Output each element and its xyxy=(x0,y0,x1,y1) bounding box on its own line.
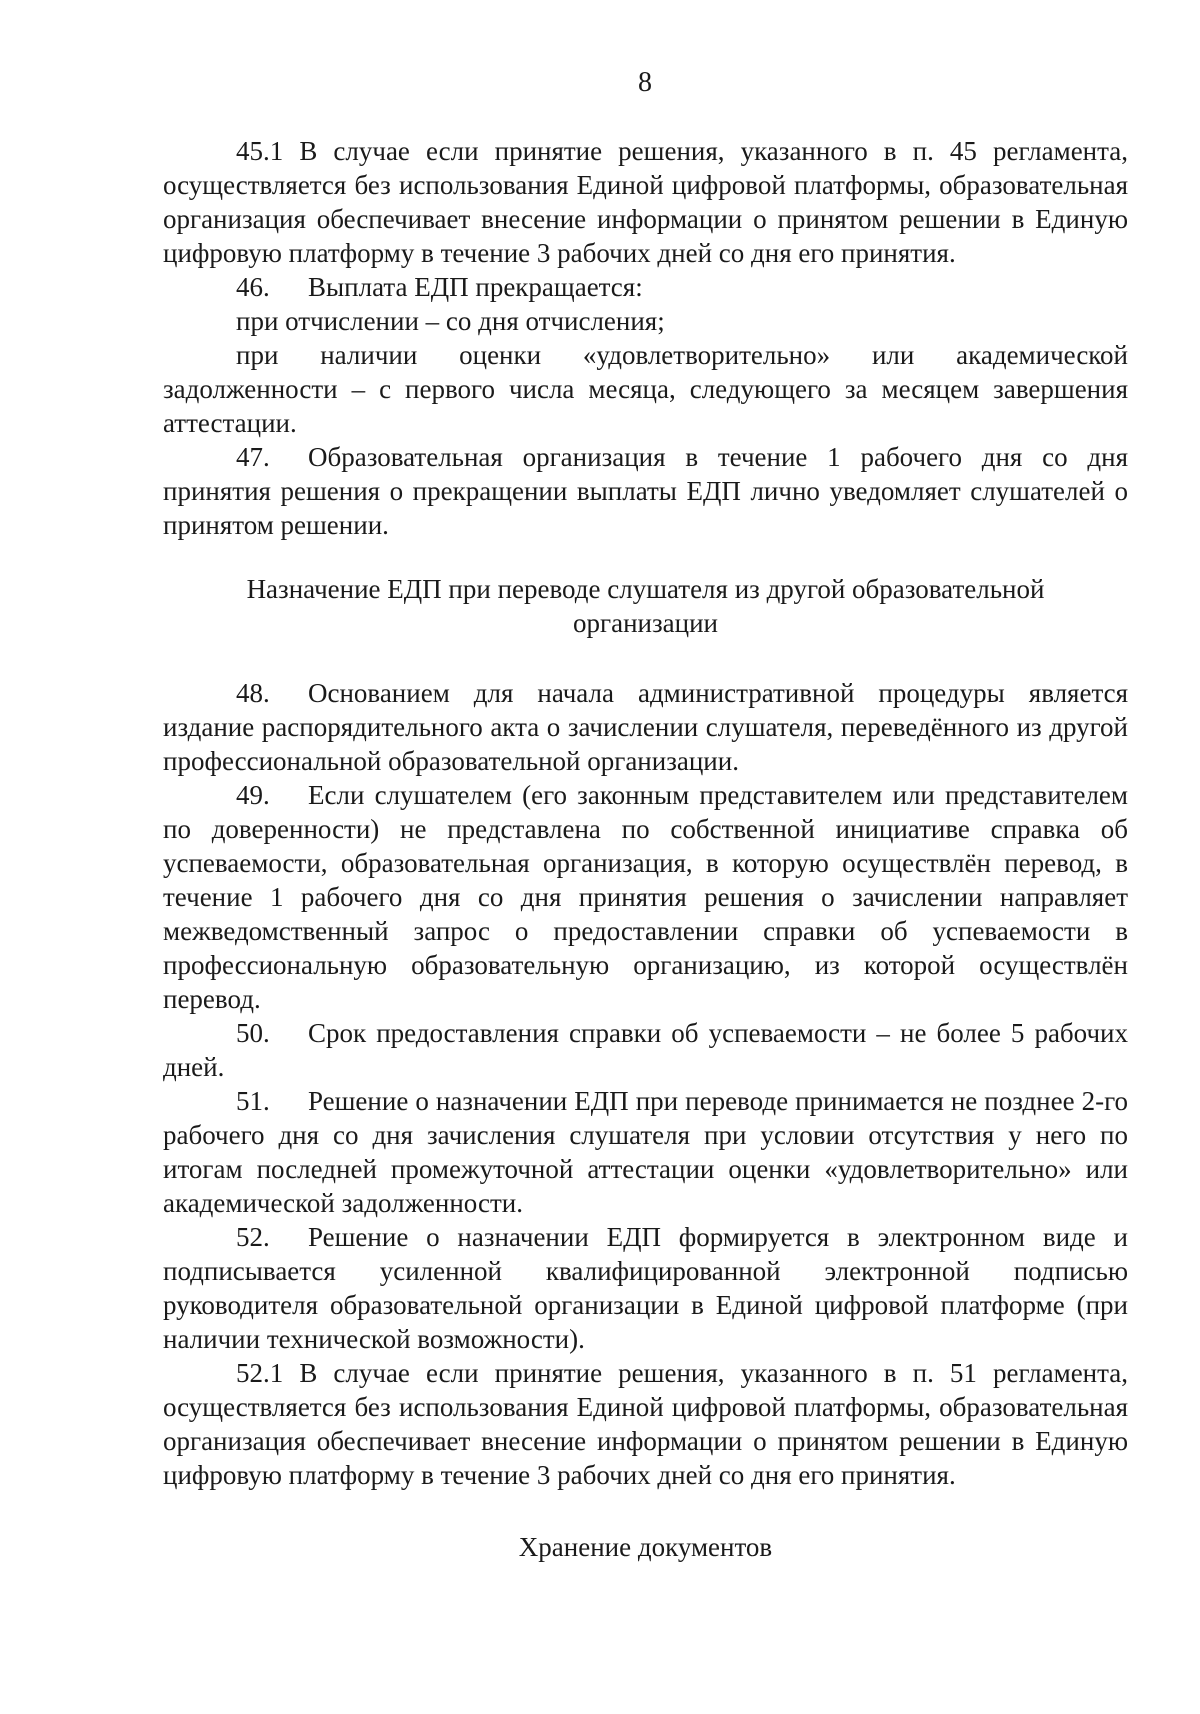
paragraph-text: Срок предоставления справки об успеваемости – не более 5 рабочих дней. xyxy=(163,1018,1128,1082)
paragraph-text: при наличии оценки «удовлетворительно» или академической задолженности – с первого числа месяца, следующего за месяцем завершения аттестации. xyxy=(163,340,1128,438)
paragraph-number: 48. xyxy=(236,678,270,708)
paragraph-number: 51. xyxy=(236,1086,270,1116)
numbered-paragraph xyxy=(163,1220,1128,1356)
paragraph-number: 50. xyxy=(236,1018,270,1048)
section-heading-line: организации xyxy=(573,608,718,638)
numbered-paragraph xyxy=(163,1016,1128,1084)
paragraph-text: Решение о назначении ЕДП формируется в электронном виде и подписывается усиленной квалифицированной электронной подписью руководителя образовательной организации в Единой цифровой платформе (при наличии технической возможности). xyxy=(163,1222,1128,1354)
section-heading-line: Назначение ЕДП при переводе слушателя из другой образовательной xyxy=(246,574,1045,604)
paragraph-number: 52. xyxy=(236,1222,270,1252)
paragraph-text: Выплата ЕДП прекращается: xyxy=(308,272,643,302)
section-heading-storage: Хранение документов xyxy=(518,1532,773,1562)
numbered-paragraph xyxy=(163,440,1128,542)
paragraph xyxy=(163,304,1128,338)
numbered-paragraph xyxy=(163,1084,1128,1220)
numbered-paragraph xyxy=(163,270,1128,304)
paragraph-number: 49. xyxy=(236,780,270,810)
section-payment-termination xyxy=(163,134,1128,542)
paragraph xyxy=(163,134,1128,270)
section-heading-transfer xyxy=(163,572,1128,640)
paragraph-text: Основанием для начала административной процедуры является издание распорядительного акта о зачислении слушателя, переведённого из другой профессиональной образовательной организации. xyxy=(163,678,1128,776)
page-number: 8 xyxy=(638,67,652,98)
numbered-paragraph xyxy=(163,778,1128,1016)
paragraph-text: Решение о назначении ЕДП при переводе принимается не позднее 2-го рабочего дня со дня зачисления слушателя при условии отсутствия у него по итогам последней промежуточной аттестации оценки «удовлетворительно» или академической задолженности. xyxy=(163,1086,1128,1218)
paragraph-number: 46. xyxy=(236,272,270,302)
paragraph-text: 45.1 В случае если принятие решения, указанного в п. 45 регламента, осуществляется без использования Единой цифровой платформы, образовательная организация обеспечивает внесение информации о принятом решении в Единую цифровую платформу в течение 3 рабочих дней со дня его принятия. xyxy=(163,136,1128,268)
paragraph xyxy=(163,338,1128,440)
section-transfer-assignment xyxy=(163,676,1128,1492)
paragraph xyxy=(163,1356,1128,1492)
numbered-paragraph xyxy=(163,676,1128,778)
paragraph-number: 47. xyxy=(236,442,270,472)
paragraph-text: при отчислении – со дня отчисления; xyxy=(236,306,665,336)
paragraph-text: 52.1 В случае если принятие решения, указанного в п. 51 регламента, осуществляется без использования Единой цифровой платформы, образовательная организация обеспечивает внесение информации о принятом решении в Единую цифровую платформу в течение 3 рабочих дней со дня его принятия. xyxy=(163,1358,1128,1490)
paragraph-text: Образовательная организация в течение 1 рабочего дня со дня принятия решения о прекращении выплаты ЕДП лично уведомляет слушателей о принятом решении. xyxy=(163,442,1128,540)
paragraph-text: Если слушателем (его законным представителем или представителем по доверенности) не представлена по собственной инициативе справка об успеваемости, образовательная организация, в которую осуществлён перевод, в течение 1 рабочего дня со дня принятия решения о зачислении направляет межведомственный запрос о предоставлении справки об успеваемости в профессиональную образовательную организацию, из которой осуществлён перевод. xyxy=(163,780,1128,1014)
document-body xyxy=(163,134,1128,1564)
